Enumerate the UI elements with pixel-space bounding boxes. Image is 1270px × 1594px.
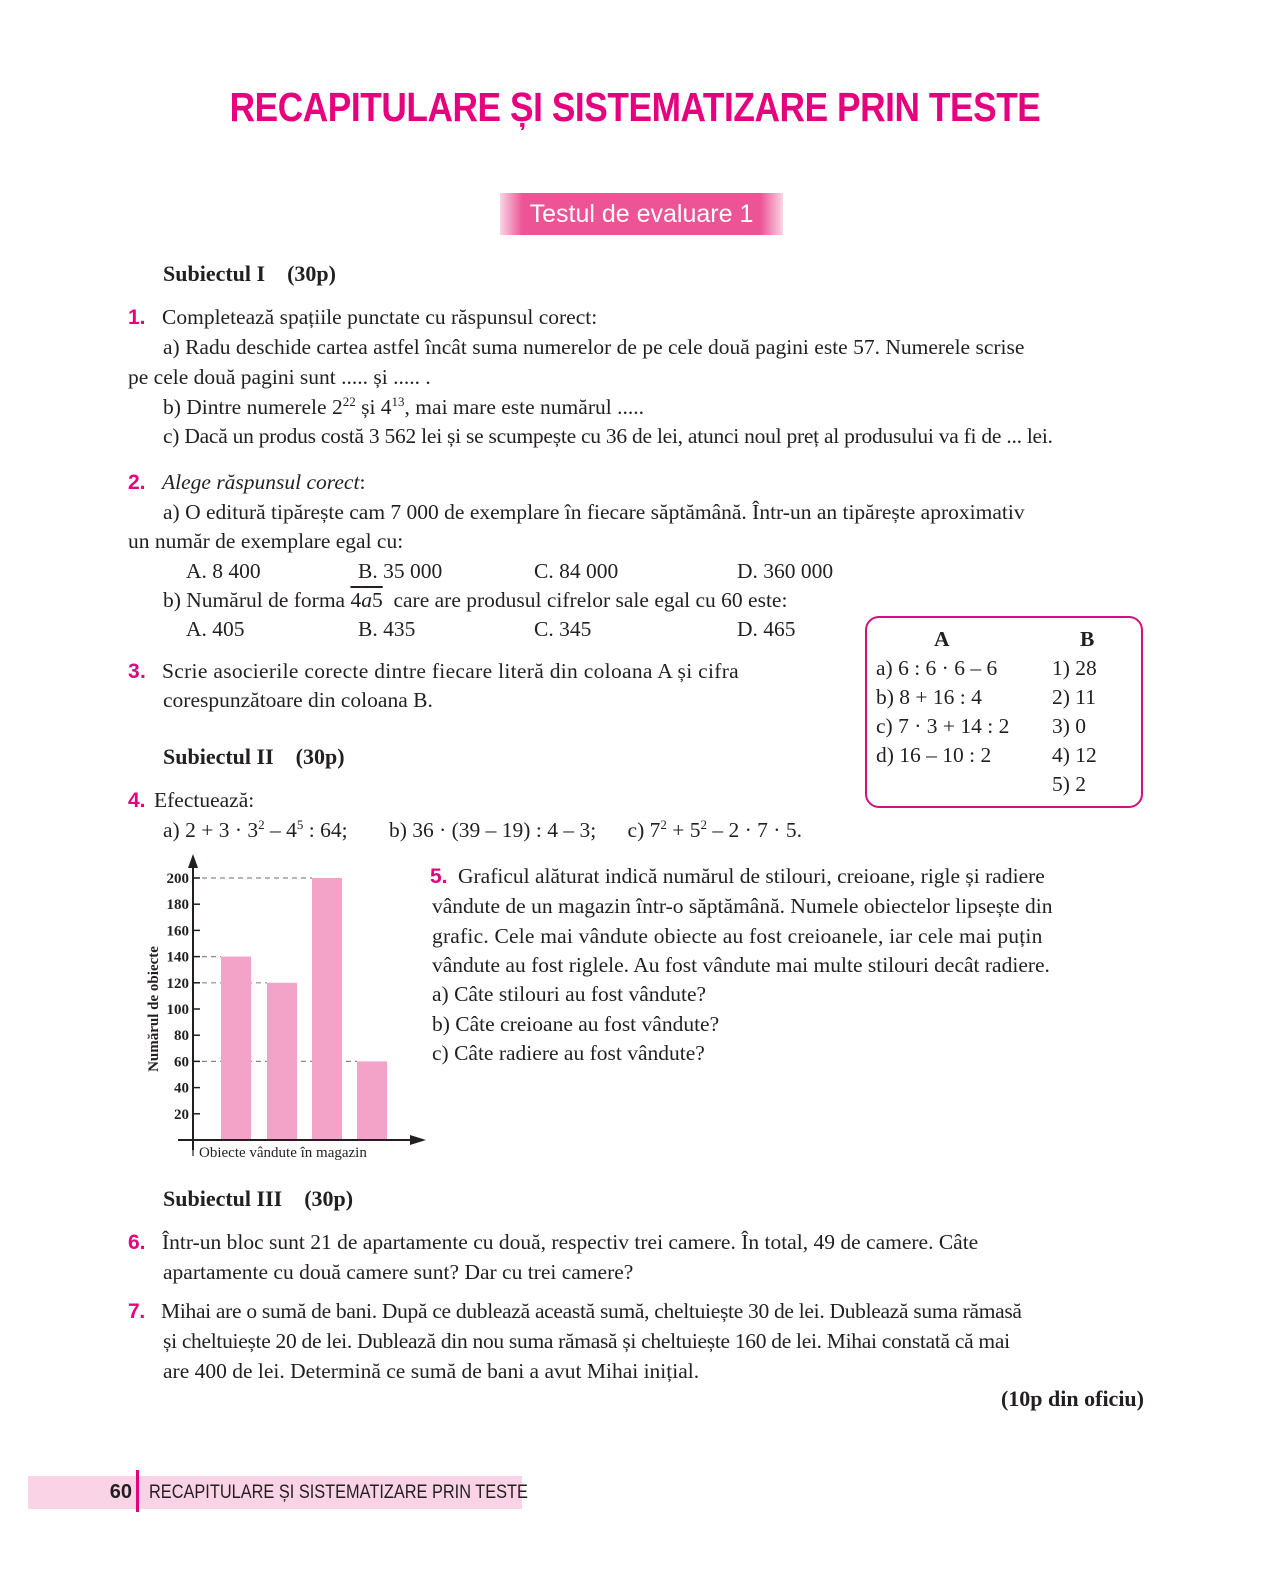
column-a-item: d) 16 – 10 : 2 [876, 743, 992, 767]
subject-points: (30p) [295, 744, 345, 769]
subject-2-heading [163, 744, 345, 770]
question-number: 7. [128, 1300, 145, 1323]
q5-line: grafic. Cele mai vândute obiecte au fost creioanele, iar cele mai puțin [432, 924, 1043, 948]
y-axis-label: Numărul de obiecte [146, 946, 162, 1072]
question-number: 6. [128, 1231, 146, 1254]
choice-b: B. 35 000 [358, 559, 443, 583]
y-tick-label: 20 [174, 1106, 189, 1123]
bar [357, 1061, 387, 1140]
q6-line2: apartamente cu două camere sunt? Dar cu trei camere? [163, 1260, 634, 1284]
y-tick-label: 160 [166, 923, 189, 940]
digit: 5 [371, 588, 383, 612]
choice-d: D. 360 000 [737, 559, 834, 583]
y-tick-label: 40 [174, 1080, 189, 1097]
column-a-item: a) 6 : 6 · 6 – 6 [876, 656, 998, 680]
text: c) 7 [627, 818, 661, 842]
q5-line: vândute au fost riglele. Au fost vândute mai multe stilouri decât radiere. [432, 953, 1050, 977]
digit: a [361, 588, 372, 612]
text: b) Numărul de forma [163, 588, 351, 612]
text: și 4 [355, 395, 392, 419]
choice-c: C. 345 [534, 617, 592, 641]
q2-a-line1: a) O editură tipărește cam 7 000 de exemplare în fiecare săptămână. Într-un an tipărește aproximativ [163, 500, 1025, 524]
y-axis-arrow-icon [188, 854, 198, 868]
digit: 4 [350, 588, 362, 612]
question-prompt: Alege răspunsul corect [162, 470, 360, 494]
text: a) 2 + 3 · 3 [163, 818, 259, 842]
column-b-item: 4) 12 [1052, 743, 1097, 767]
q2-b [163, 585, 787, 615]
q5-line: vândute de un magazin într-o săptămână. Numele obiectelor lipsește din [432, 894, 1053, 918]
subject-1-heading [163, 261, 336, 287]
q2-a-line2: un număr de exemplare egal cu: [128, 529, 404, 553]
footer-section-title: RECAPITULARE ȘI SISTEMATIZARE PRIN TESTE [149, 1482, 528, 1503]
q4-expressions [163, 815, 802, 845]
column-b-header: B [1080, 627, 1095, 651]
question-text: Mihai are o sumă de bani. După ce dublează această sumă, cheltuiește 30 de lei. Dublează suma rămasă [161, 1299, 1022, 1323]
y-tick-label: 180 [166, 897, 189, 914]
subject-points: (30p) [287, 261, 336, 286]
bar [267, 983, 297, 1140]
column-b-item: 2) 11 [1052, 685, 1096, 709]
text: , mai mare este numărul ..... [404, 395, 644, 419]
subject-label: Subiectul II [163, 744, 274, 769]
choice-c: C. 84 000 [534, 559, 619, 583]
subject-3-heading [163, 1186, 353, 1212]
subject-label: Subiectul I [163, 261, 266, 286]
q3-line2: corespunzătoare din coloana B. [163, 688, 433, 712]
column-b-item: 3) 0 [1052, 714, 1087, 738]
y-tick-label: 100 [166, 1002, 189, 1018]
text: – 4 [264, 818, 297, 842]
x-axis-arrow-icon [410, 1135, 426, 1145]
question-2 [128, 467, 365, 498]
q5-question-b: b) Câte creioane au fost vândute? [432, 1012, 720, 1036]
question-3 [128, 656, 739, 687]
column-a-header: A [934, 627, 950, 651]
question-5 [430, 861, 1045, 892]
q5-question-c: c) Câte radiere au fost vândute? [432, 1041, 705, 1065]
choice-b: B. 435 [358, 617, 416, 641]
q1-b [163, 392, 644, 422]
question-7 [128, 1296, 1022, 1327]
exponent: 5 [296, 817, 304, 832]
y-tick-label: 60 [174, 1054, 189, 1071]
y-tick-label: 140 [166, 949, 189, 966]
column-a-item: b) 8 + 16 : 4 [876, 685, 982, 709]
bar [221, 957, 251, 1140]
choice-d: D. 465 [737, 617, 796, 641]
expression-a [163, 818, 348, 842]
question-text: Scrie asocierile corecte dintre fiecare literă din coloana A și cifra [162, 659, 740, 683]
question-number: 2. [128, 471, 146, 494]
q5-question-a: a) Câte stilouri au fost vândute? [432, 982, 707, 1006]
question-number: 5. [430, 865, 448, 888]
text: – 2 · 7 · 5. [707, 818, 802, 842]
q7-line2: și cheltuiește 20 de lei. Dublează din nou suma rămasă și cheltuiește 160 de lei. Mihai constată că mai [163, 1329, 1010, 1353]
bar [312, 878, 342, 1140]
text: care are produsul cifrelor sale egal cu 60 este: [382, 588, 788, 612]
y-tick-label: 200 [166, 871, 189, 887]
page-number: 60 [109, 1481, 132, 1503]
text: : 64; [303, 818, 348, 842]
question-number: 4. [128, 789, 146, 812]
question-text: Graficul alăturat indică numărul de stilouri, creioane, rigle și radiere [458, 864, 1045, 888]
question-number: 1. [128, 306, 146, 329]
q1-a-line2: pe cele două pagini sunt ..... și ..... . [128, 365, 431, 389]
exponent: 22 [342, 394, 356, 409]
x-axis-label: Obiecte vândute în magazin [199, 1145, 367, 1161]
exponent: 13 [391, 394, 405, 409]
question-prompt: Completează spațiile punctate cu răspunsul corect: [162, 305, 598, 329]
question-number: 3. [128, 660, 147, 683]
bonus-points-note: (10p din oficiu) [1000, 1386, 1144, 1411]
question-1 [128, 302, 597, 333]
text: : [359, 470, 366, 494]
question-4 [128, 785, 254, 816]
bar-chart [138, 852, 428, 1169]
text: b) Dintre numerele 2 [163, 395, 343, 419]
q1-a-line1: a) Radu deschide cartea astfel încât suma numerelor de pe cele două pagini este 57. Numerele scrise [163, 335, 1025, 359]
choice-a: A. 405 [186, 617, 245, 641]
text: + 5 [666, 818, 701, 842]
footer-divider [136, 1470, 139, 1512]
exponent: 2 [700, 817, 708, 832]
association-table [865, 616, 1143, 808]
overlined-number [350, 588, 382, 612]
question-prompt: Efectuează: [154, 788, 255, 812]
column-b-item: 1) 28 [1052, 656, 1097, 680]
column-b-item: 5) 2 [1052, 772, 1087, 796]
bar-chart-svg [138, 852, 428, 1164]
choice-a: A. 8 400 [186, 559, 261, 583]
q1-c: c) Dacă un produs costă 3 562 lei și se scumpește cu 36 de lei, atunci noul preț al produsului va fi de ... lei. [163, 424, 1053, 448]
question-text: Într-un bloc sunt 21 de apartamente cu două, respectiv trei camere. În total, 49 de camere. Câte [162, 1230, 979, 1254]
subject-points: (30p) [304, 1186, 354, 1211]
q7-line3: are 400 de lei. Determină ce sumă de bani a avut Mihai inițial. [163, 1359, 700, 1383]
subject-label: Subiectul III [163, 1186, 283, 1211]
question-6 [128, 1227, 978, 1258]
expression-c [628, 818, 802, 842]
page-title: RECAPITULARE ȘI SISTEMATIZARE PRIN TESTE [229, 84, 1041, 130]
column-a-item: c) 7 · 3 + 14 : 2 [876, 714, 1010, 738]
exponent: 2 [258, 817, 265, 832]
test-badge: Testul de evaluare 1 [500, 193, 783, 235]
y-tick-label: 80 [174, 1028, 189, 1045]
exponent: 2 [660, 817, 667, 832]
expression-b: b) 36 · (39 – 19) : 4 – 3; [388, 818, 597, 842]
y-tick-label: 120 [166, 975, 189, 992]
